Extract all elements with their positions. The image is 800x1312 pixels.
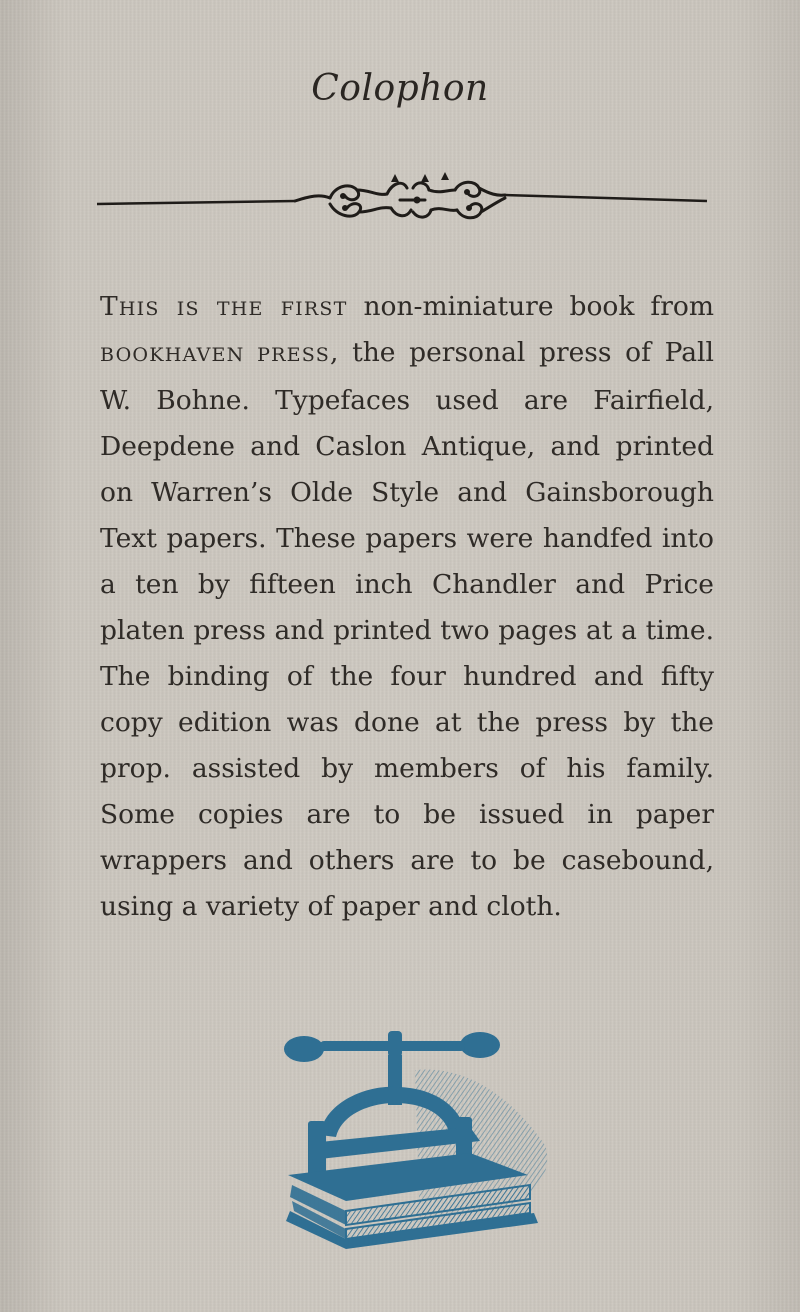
body-text-part-2: , the personal press of Pall W. Bohne. Typefaces used are Fairfield, Deepdene and Caslon Antique, and printed on Warren’s Olde Style and Gainsborough Text papers. These papers were handfed into a ten by fifteen inch Chandler and Price platen press and printed two pages at a time. The binding of the four hundred and fifty copy edition was done at the press by the prop. assisted by members of his family. Some copies are to be issued in paper wrappers and others are to be casebound, using a variety of paper and cloth. (100, 337, 714, 922)
scroll-flourish-icon (95, 160, 710, 230)
colophon-body (100, 284, 714, 930)
book-press-icon (280, 1025, 560, 1250)
body-text-part-1: non-miniature book from (347, 291, 714, 322)
lead-small-caps: This is the first (100, 291, 348, 322)
colophon-heading: Colophon (311, 68, 489, 109)
press-name: BOOKHAVEN PRESS (100, 344, 330, 366)
